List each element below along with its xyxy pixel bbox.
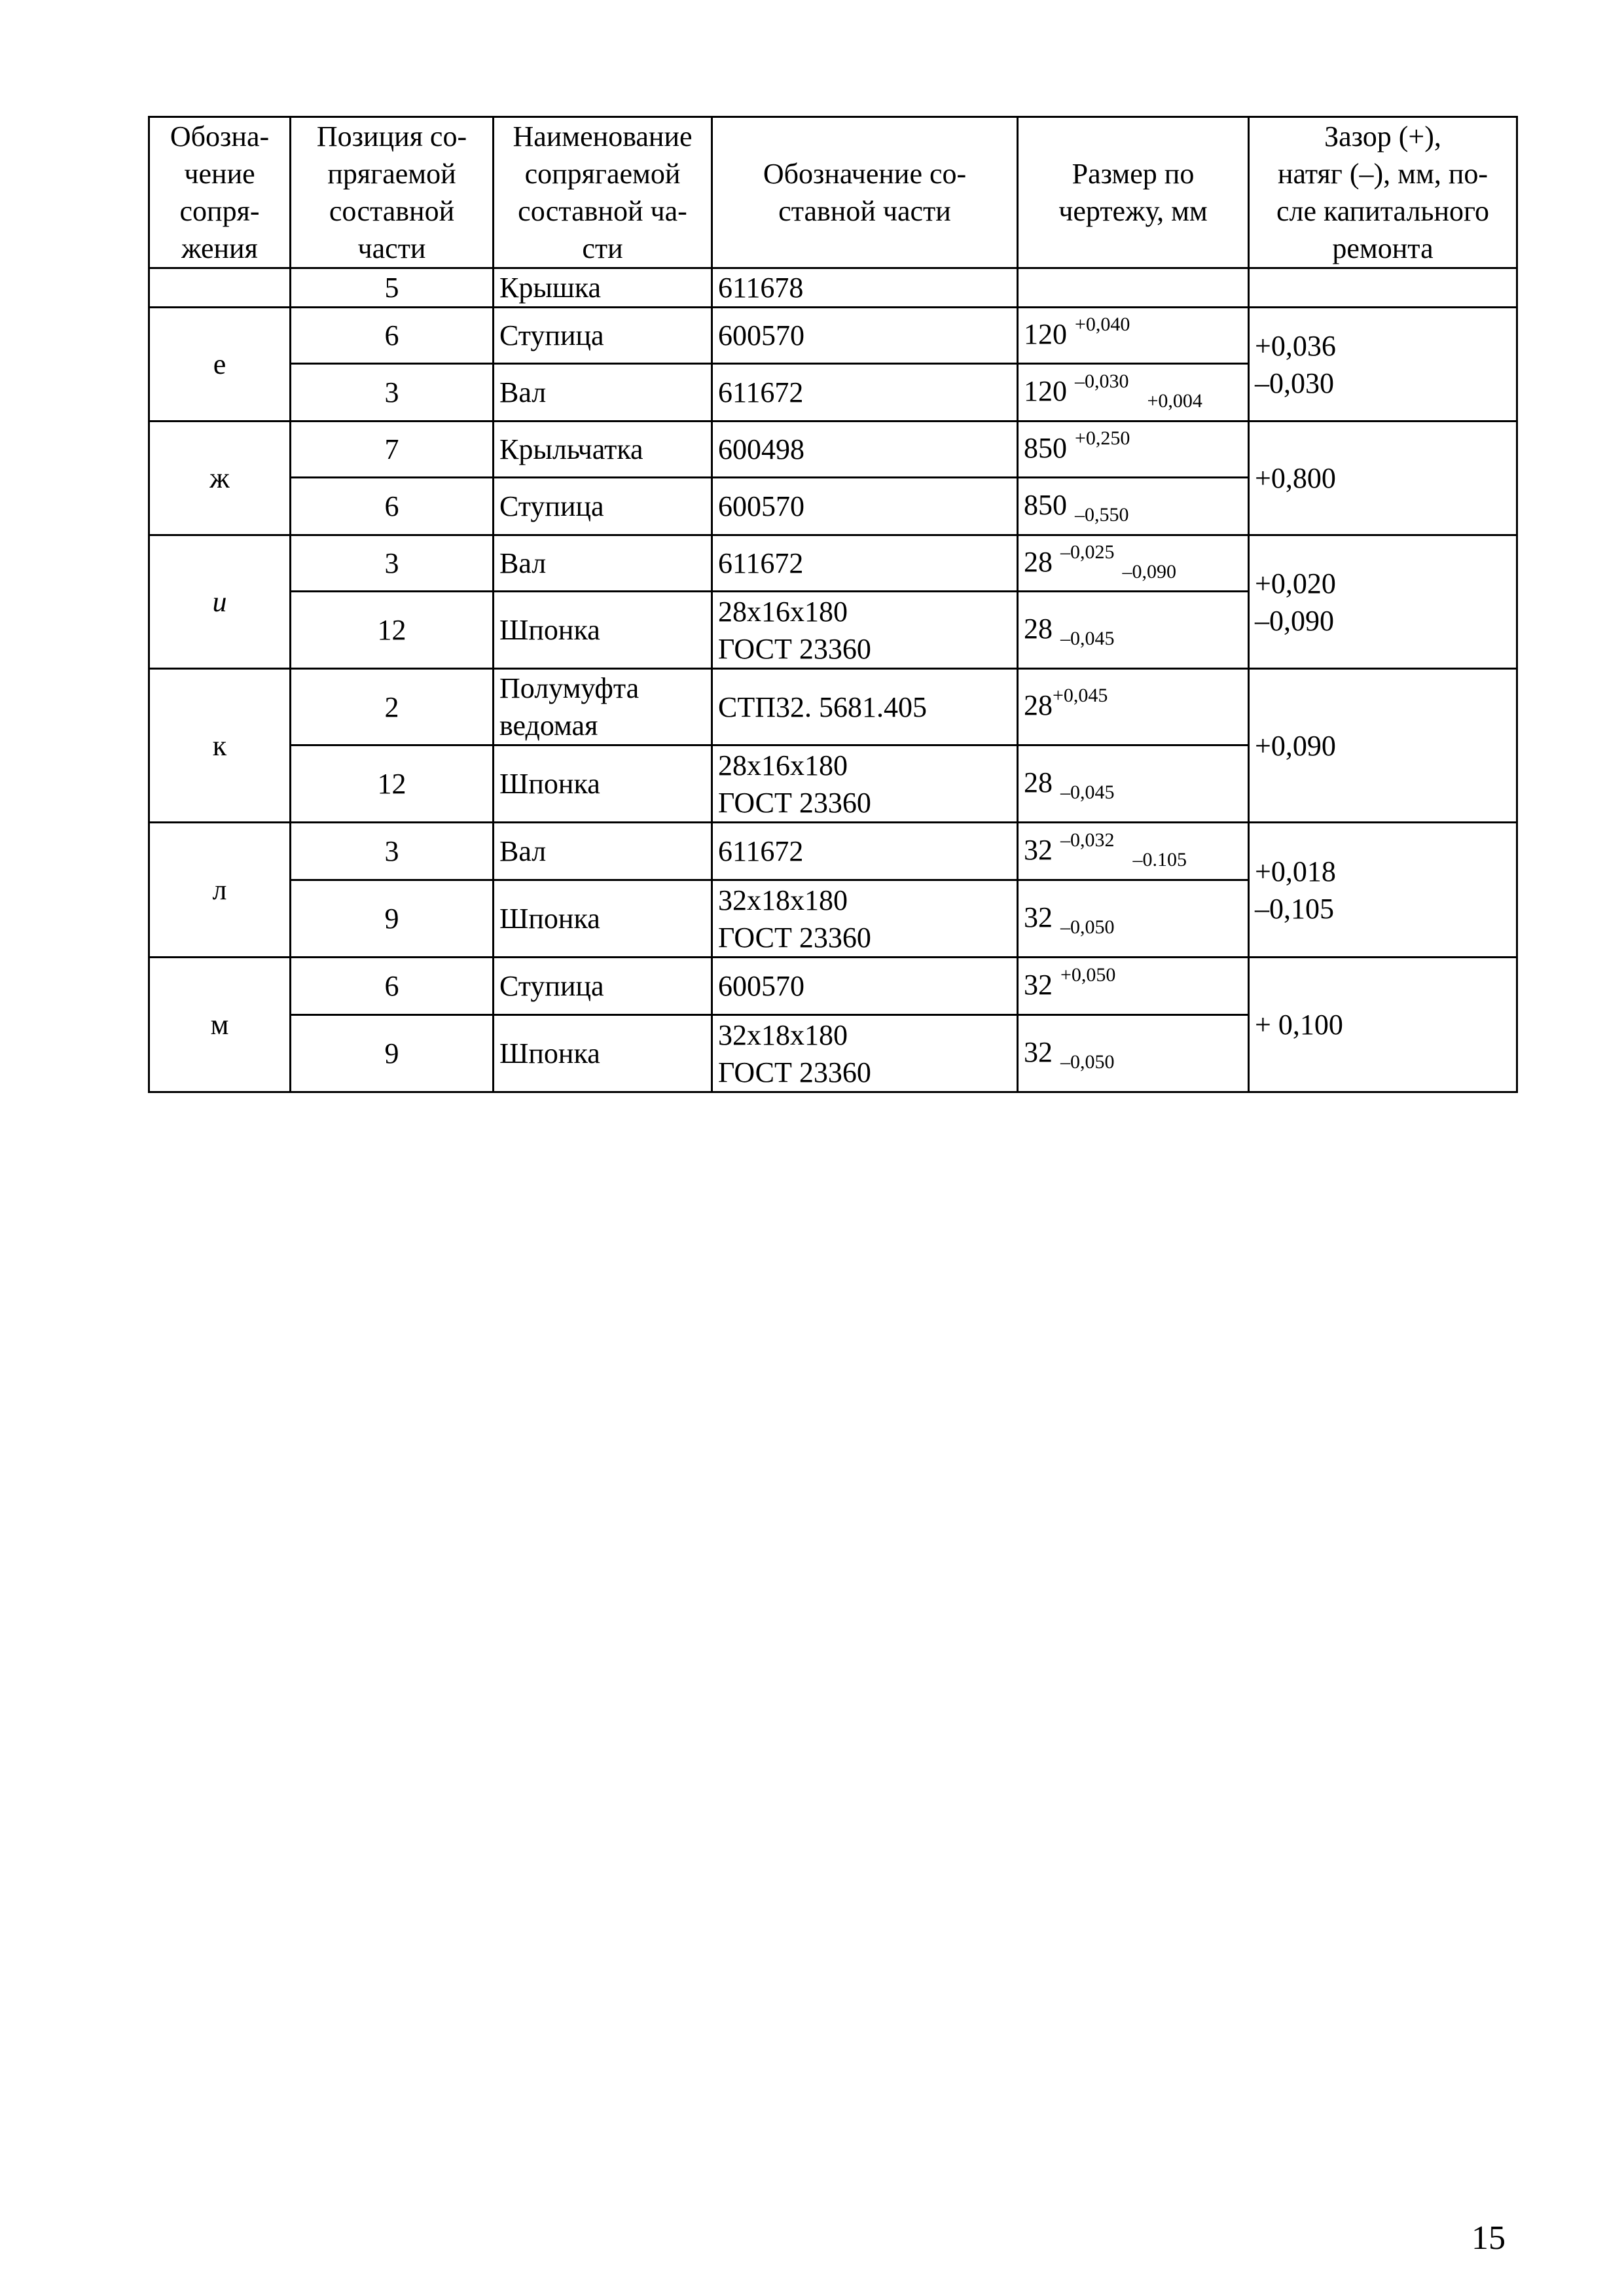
part-position-cell: 2 [291,669,494,745]
size-lower-deviation: –0.105 [1132,848,1187,870]
part-position-cell: 3 [291,823,494,880]
part-name-cell: Крышка [494,268,712,308]
table-row [149,958,1517,1015]
part-name-cell: Ступица [494,308,712,364]
table-row [149,669,1517,745]
fit-cell: + 0,100 [1249,958,1517,1092]
part-position-cell: 6 [291,478,494,535]
joint-code-cell: л [149,823,291,958]
part-designation-cell: 32x18x180 ГОСТ 23360 [712,1015,1018,1092]
joint-code-cell: и [149,535,291,669]
size-upper-deviation: +0,040 [1075,313,1130,335]
size-nominal: 32 [1024,833,1053,866]
header-clearance-interference: Зазор (+), натяг (–), мм, по- сле капитального ремонта [1249,117,1517,268]
joint-code-cell: ж [149,422,291,535]
part-name-cell: Ступица [494,958,712,1015]
size-lower-deviation: –0,550 [1075,503,1129,526]
part-name-cell: Крыльчатка [494,422,712,478]
size-nominal: 32 [1024,901,1053,933]
size-upper-deviation: +0,045 [1053,685,1108,706]
header-joint-code: Обозна- чение сопря- жения [149,117,291,268]
drawing-size-cell [1018,478,1249,535]
size-nominal: 120 [1024,374,1067,407]
size-nominal: 850 [1024,431,1067,464]
part-name-cell: Шпонка [494,745,712,823]
part-designation-cell: 611678 [712,268,1018,308]
drawing-size-cell [1018,1015,1249,1092]
size-upper-deviation: +0,250 [1075,427,1130,449]
fit-cell: +0,020 –0,090 [1249,535,1517,669]
part-name-cell: Шпонка [494,880,712,958]
part-designation-cell: 28x16x180 ГОСТ 23360 [712,745,1018,823]
size-lower-deviation: –0,090 [1122,560,1176,583]
part-designation-cell: 28x16x180 ГОСТ 23360 [712,592,1018,669]
fit-cell: +0,090 [1249,669,1517,823]
size-nominal: 28 [1024,766,1053,798]
size-upper-deviation: –0,025 [1060,541,1115,563]
part-designation-cell: СТП32. 5681.405 [712,669,1018,745]
part-position-cell: 6 [291,958,494,1015]
size-upper-deviation: –0,030 [1075,370,1129,392]
part-position-cell: 12 [291,592,494,669]
table-row [149,422,1517,478]
drawing-size-cell [1018,823,1249,880]
size-lower-deviation: –0,045 [1060,627,1115,649]
size-lower-deviation: –0,045 [1060,781,1115,803]
size-nominal: 32 [1024,1035,1053,1068]
part-designation-cell: 32x18x180 ГОСТ 23360 [712,880,1018,958]
drawing-size-cell [1018,364,1249,422]
part-name-cell: Вал [494,535,712,592]
part-position-cell: 3 [291,364,494,422]
part-designation-cell: 611672 [712,535,1018,592]
size-upper-deviation: –0,032 [1060,829,1115,851]
table-header-row [149,117,1517,268]
joint-code-cell: к [149,669,291,823]
table-row [149,308,1517,364]
part-designation-cell: 611672 [712,823,1018,880]
part-designation-cell: 600498 [712,422,1018,478]
drawing-size-cell [1018,535,1249,592]
drawing-size-cell [1018,592,1249,669]
drawing-size-cell [1018,422,1249,478]
header-part-position: Позиция со- прягаемой составной части [291,117,494,268]
part-designation-cell: 600570 [712,958,1018,1015]
part-designation-cell: 600570 [712,308,1018,364]
fit-cell: +0,036 –0,030 [1249,308,1517,422]
page-number: 15 [1471,2219,1506,2257]
part-name-cell: Полумуфта ведомая [494,669,712,745]
part-designation-cell: 600570 [712,478,1018,535]
fit-cell [1249,268,1517,308]
joint-code-cell: е [149,308,291,422]
header-drawing-size: Размер по чертежу, мм [1018,117,1249,268]
size-nominal: 28 [1024,689,1053,721]
size-lower-deviation: –0,050 [1060,916,1115,938]
size-nominal: 120 [1024,317,1067,350]
part-name-cell: Шпонка [494,1015,712,1092]
fits-table [148,116,1518,1093]
drawing-size-cell [1018,745,1249,823]
size-lower-deviation: –0,050 [1060,1050,1115,1073]
table-row [149,535,1517,592]
fit-cell: +0,018 –0,105 [1249,823,1517,958]
part-position-cell: 9 [291,880,494,958]
part-name-cell: Вал [494,364,712,422]
part-name-cell: Шпонка [494,592,712,669]
size-upper-deviation: +0,050 [1060,963,1116,986]
fit-cell: +0,800 [1249,422,1517,535]
part-designation-cell: 611672 [712,364,1018,422]
part-position-cell: 12 [291,745,494,823]
joint-code-cell: м [149,958,291,1092]
drawing-size-cell [1018,268,1249,308]
drawing-size-cell [1018,958,1249,1015]
drawing-size-cell [1018,669,1249,745]
size-nominal: 28 [1024,545,1053,578]
size-lower-deviation: +0,004 [1147,389,1202,412]
table-row [149,268,1517,308]
header-part-designation: Обозначение со- ставной части [712,117,1018,268]
part-name-cell: Ступица [494,478,712,535]
part-position-cell: 9 [291,1015,494,1092]
part-position-cell: 6 [291,308,494,364]
size-nominal: 32 [1024,968,1053,1001]
drawing-size-cell [1018,308,1249,364]
size-nominal: 850 [1024,488,1067,521]
part-name-cell: Вал [494,823,712,880]
part-position-cell: 7 [291,422,494,478]
part-position-cell: 5 [291,268,494,308]
drawing-size-cell [1018,880,1249,958]
header-part-name: Наименование сопрягаемой составной ча- сти [494,117,712,268]
table-row [149,823,1517,880]
part-position-cell: 3 [291,535,494,592]
size-nominal: 28 [1024,612,1053,645]
joint-code-cell [149,268,291,308]
